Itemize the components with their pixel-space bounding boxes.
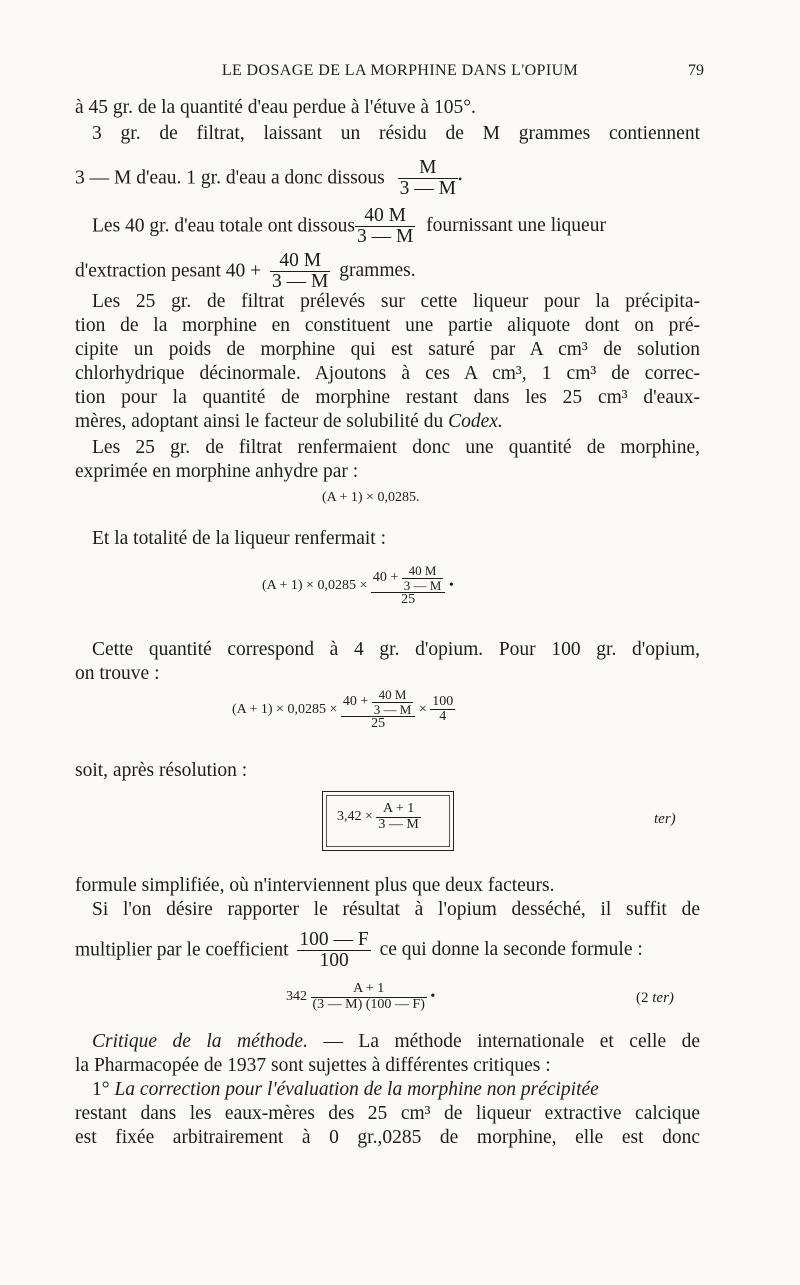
boxed-formula — [322, 791, 454, 851]
text-line: Les 25 gr. de filtrat prélevés sur cette liqueur pour la précipita- — [92, 291, 700, 312]
formula-prefix: (A + 1) × 0,0285 × — [262, 577, 368, 593]
text-segment: d'extraction pesant 40 + — [75, 260, 262, 282]
fraction-a1-over-product — [311, 982, 427, 1012]
text-line: à 45 gr. de la quantité d'eau perdue à l'étuve à 105°. — [75, 97, 476, 118]
denominator: (3 — M) (100 — F) — [312, 996, 425, 1012]
page-number: 79 — [688, 62, 704, 79]
fraction-m-over-3m — [398, 158, 458, 200]
formula-total — [262, 564, 454, 608]
period: • — [448, 577, 454, 593]
text-line — [75, 410, 700, 434]
text-segment: fournissant une liqueur — [426, 215, 606, 237]
text-line: Les 25 gr. de filtrat renfermaient donc une quantité de morphine, — [92, 437, 700, 458]
text-line-with-fraction — [92, 206, 700, 248]
times: × — [418, 701, 427, 717]
fraction-40m-over-3m — [270, 251, 330, 293]
numerator — [341, 688, 415, 717]
numerator: 40 M — [402, 564, 444, 579]
denominator: 3 — M — [403, 577, 442, 593]
text-line-with-fraction — [75, 251, 700, 293]
forty-plus: 40 + — [372, 569, 399, 585]
text-segment: ce qui donne la seconde formule : — [379, 939, 643, 961]
text-segment: — La méthode internationale et celle de — [307, 1031, 700, 1052]
period: • — [458, 171, 463, 186]
text-line: soit, après résolution : — [75, 760, 248, 781]
formula-coefficient: 3,42 × — [337, 809, 373, 825]
text-line: on trouve : — [75, 663, 160, 684]
fraction-100f-over-100 — [297, 930, 370, 972]
formula-prefix: (A + 1) × 0,0285 × — [232, 701, 338, 717]
section-title-italic: Critique de la méthode. — [92, 1031, 308, 1052]
text-line: tion pour la quantité de morphine restant dans les 25 cm³ d'eaux- — [75, 387, 700, 408]
text-segment: multiplier par le coefficient — [75, 939, 289, 961]
text-line — [92, 1078, 700, 1102]
main-fraction — [371, 564, 445, 608]
text-segment: grammes. — [339, 260, 416, 282]
formula-25gr: (A + 1) × 0,0285. — [322, 490, 420, 505]
numerator: A + 1 — [311, 982, 427, 998]
forty-plus: 40 + — [342, 693, 369, 709]
fraction-40m-over-3m — [355, 206, 415, 248]
text-line: la Pharmacopée de 1937 sont sujettes à différentes critiques : — [75, 1055, 551, 1076]
text-line-with-fraction — [75, 158, 700, 200]
text-line: exprimée en morphine anhydre par : — [75, 461, 359, 482]
period: • — [430, 989, 436, 1005]
text-line: Si l'on désire rapporter le résultat à l'opium desséché, il suffit de — [92, 899, 700, 920]
fraction-100-over-4 — [430, 695, 455, 725]
denominator: 25 — [401, 592, 416, 608]
denominator: 4 — [439, 709, 447, 725]
text-line: tion de la morphine en constituent une partie aliquote dont on pré- — [75, 315, 700, 336]
text-line-with-fraction — [75, 930, 700, 972]
fraction-a1-over-3m — [376, 802, 420, 832]
boxed-formula-content — [337, 802, 421, 832]
text-line: formule simplifiée, où n'interviennent plus que deux facteurs. — [75, 875, 555, 896]
formula-coefficient: 342 — [286, 989, 307, 1005]
text-segment: Les 40 gr. d'eau totale ont dissous — [92, 215, 355, 237]
text-segment: 3 — M d'eau. 1 gr. d'eau a donc dissous — [75, 167, 385, 189]
numerator: M — [398, 158, 458, 179]
label-part: (2 — [636, 990, 653, 1006]
formula-2ter — [286, 982, 435, 1012]
denominator: 100 — [319, 950, 349, 972]
text-segment: mères, adoptant ainsi le facteur de solubilité du — [75, 411, 444, 432]
numerator: 40 M — [270, 251, 330, 272]
inner-fraction — [372, 688, 414, 716]
formula-100g — [232, 688, 455, 732]
inner-fraction — [402, 564, 444, 592]
numerator: 40 M — [372, 688, 414, 703]
text-line: Et la totalité de la liqueur renfermait : — [92, 528, 387, 549]
denominator: 3 — M — [373, 701, 412, 717]
list-number: 1° — [92, 1079, 110, 1100]
text-line: est fixée arbitrairement à 0 gr.,0285 de morphine, elle est donc — [75, 1127, 700, 1148]
equation-label — [636, 990, 674, 1007]
numerator — [371, 564, 445, 593]
text-line: cipite un poids de morphine qui est saturé par A cm³ de solution — [75, 339, 700, 360]
codex-italic: Codex. — [448, 411, 503, 432]
text-line: Cette quantité correspond à 4 gr. d'opium. Pour 100 gr. d'opium, — [92, 639, 700, 660]
page-header — [0, 58, 800, 88]
text-line: 3 gr. de filtrat, laissant un résidu de M grammes contiennent — [92, 123, 700, 144]
numerator: A + 1 — [376, 802, 420, 818]
main-fraction — [341, 688, 415, 732]
text-line: chlorhydrique décinormale. Ajoutons à ces A cm³, 1 cm³ de correc- — [75, 363, 700, 384]
denominator: 3 — M — [378, 816, 419, 832]
denominator: 3 — M — [399, 178, 456, 200]
running-title: LE DOSAGE DE LA MORPHINE DANS L'OPIUM — [221, 62, 579, 79]
numerator: 100 — F — [299, 929, 369, 950]
numerator: 40 M — [355, 206, 415, 227]
denominator: 3 — M — [272, 271, 329, 293]
denominator: 3 — M — [356, 226, 414, 248]
numerator: 100 — [432, 693, 454, 709]
denominator: 25 — [371, 716, 386, 732]
italic-heading: La correction pour l'évaluation de la morphine non précipitée — [114, 1079, 599, 1100]
text-line — [92, 1030, 700, 1054]
equation-label: ter) — [654, 811, 676, 827]
label-part-italic: ter) — [652, 990, 674, 1006]
text-line: restant dans les eaux-mères des 25 cm³ de liqueur extractive calcique — [75, 1103, 700, 1124]
